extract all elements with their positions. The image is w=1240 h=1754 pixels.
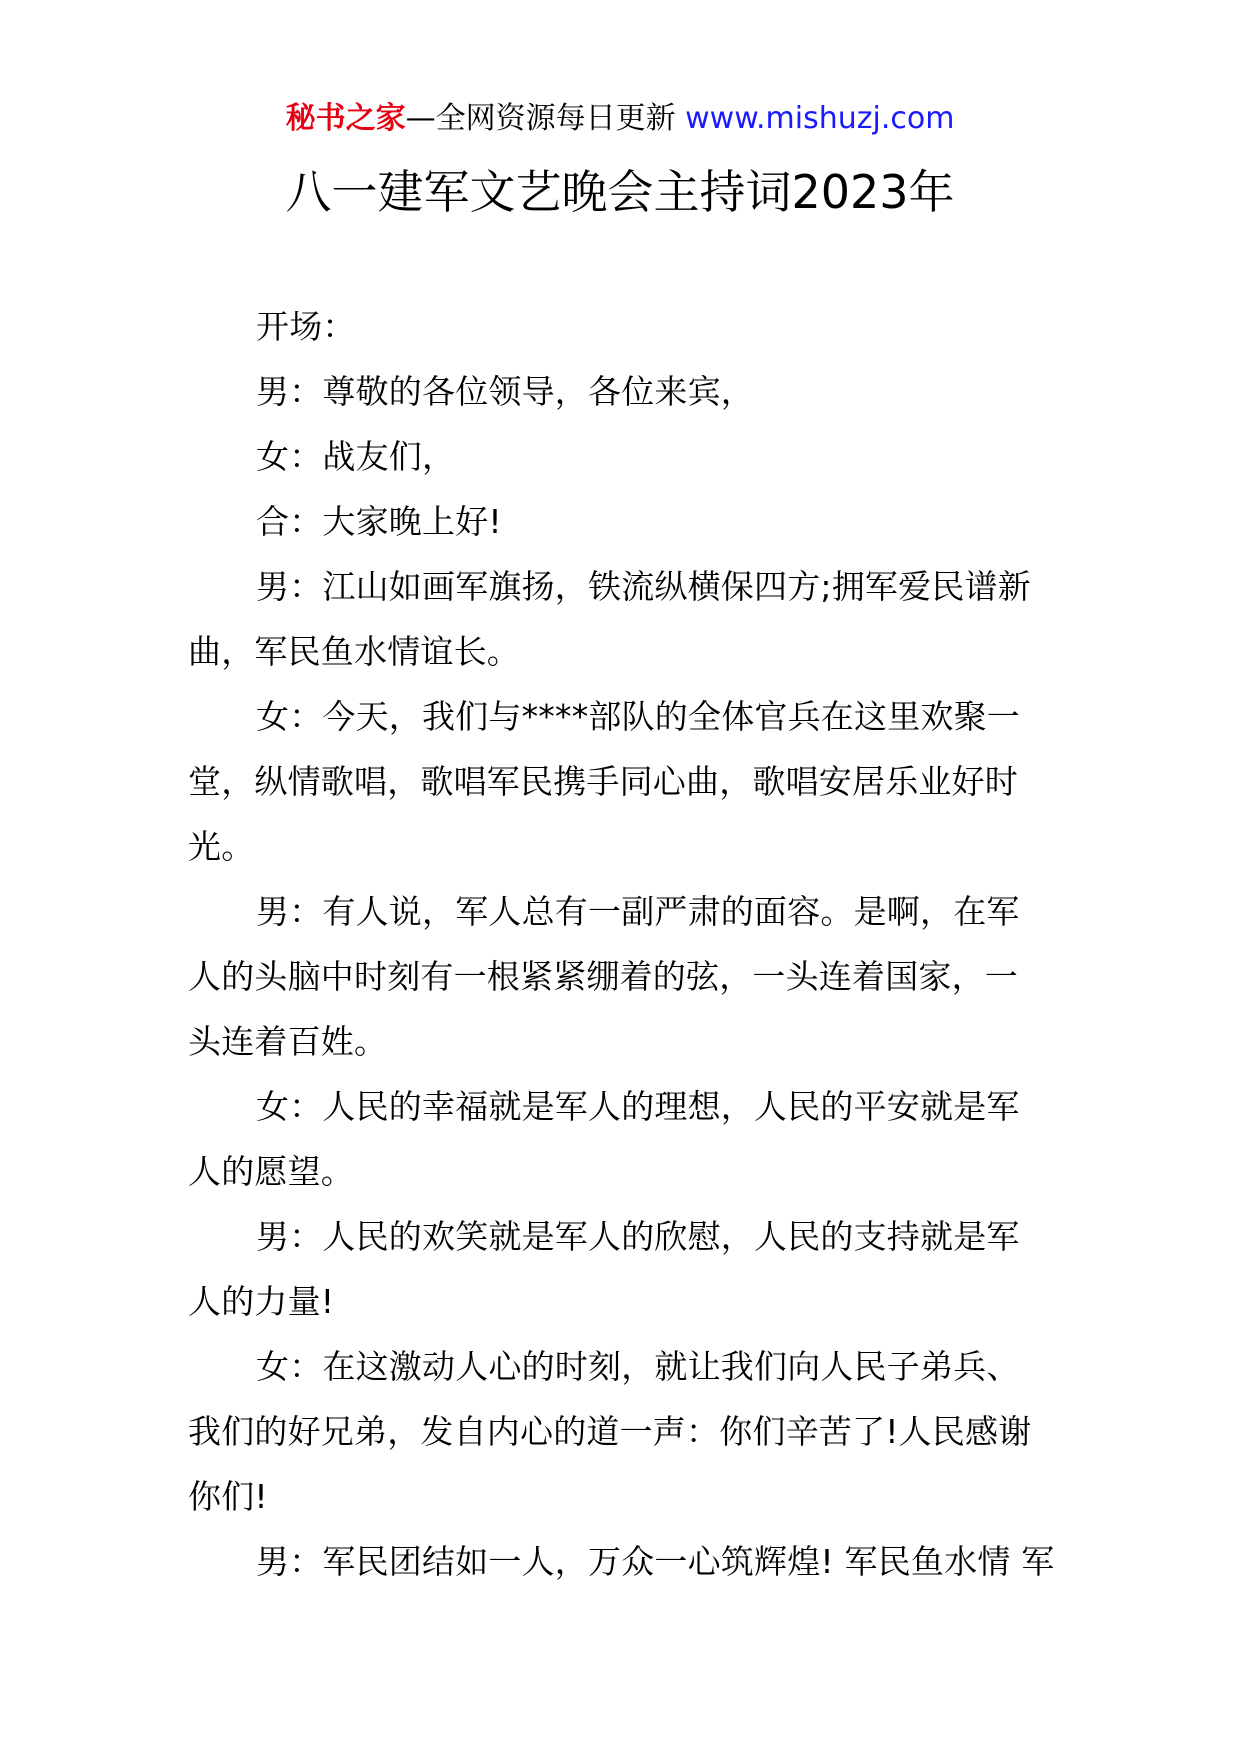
paragraph: [188, 489, 1058, 554]
text-line: 人的愿望。: [188, 1152, 354, 1191]
text-line: 男：江山如画军旗扬，铁流纵横保四方;拥军爱民谱新: [256, 567, 1031, 606]
paragraph: [188, 359, 1058, 424]
text-line: 人的头脑中时刻有一根紧紧绷着的弦，一头连着国家，一: [188, 957, 1018, 996]
document-title: 八一建军文艺晚会主持词2023年: [285, 165, 955, 219]
text-line: 光。: [188, 827, 255, 866]
paragraph: [188, 554, 1058, 684]
paragraph: [188, 879, 1058, 1074]
text-line: 我们的好兄弟，发自内心的道一声：你们辛苦了!人民感谢: [188, 1412, 1032, 1451]
text-line: 堂，纵情歌唱，歌唱军民携手同心曲，歌唱安居乐业好时: [188, 762, 1018, 801]
paragraph: [188, 684, 1058, 879]
text-line: 女：人民的幸福就是军人的理想，人民的平安就是军: [256, 1087, 1020, 1126]
text-line: 曲，军民鱼水情谊长。: [188, 632, 520, 671]
text-line: 合：大家晚上好!: [256, 502, 502, 541]
text-line: 男：有人说，军人总有一副严肃的面容。是啊，在军: [256, 892, 1020, 931]
text-line: 人的力量!: [188, 1282, 335, 1321]
text-line: 女：今天，我们与****部队的全体官兵在这里欢聚一: [256, 697, 1020, 736]
paragraph: [188, 1529, 1058, 1594]
header-slogan: —全网资源每日更新: [405, 101, 676, 136]
text-line: 男：尊敬的各位领导，各位来宾，: [256, 372, 754, 411]
text-line: 你们!: [188, 1477, 268, 1516]
text-line: 女：战友们，: [256, 437, 456, 476]
text-line: 男：人民的欢笑就是军人的欣慰，人民的支持就是军: [256, 1217, 1020, 1256]
text-line: 开场：: [256, 307, 356, 346]
header-url-link[interactable]: www.mishuzj.com: [685, 101, 955, 136]
paragraph: [188, 424, 1058, 489]
paragraph: [188, 1334, 1058, 1529]
text-line: 头连着百姓。: [188, 1022, 388, 1061]
document-body: [188, 294, 1058, 1594]
paragraph: [188, 1204, 1058, 1334]
header-brand: 秘书之家: [285, 101, 406, 136]
source-header: [0, 98, 1240, 140]
text-line: 男：军民团结如一人，万众一心筑辉煌! 军民鱼水情 军: [256, 1542, 1055, 1581]
paragraph: [188, 294, 1058, 359]
paragraph: [188, 1074, 1058, 1204]
text-line: 女：在这激动人心的时刻，就让我们向人民子弟兵、: [256, 1347, 1020, 1386]
